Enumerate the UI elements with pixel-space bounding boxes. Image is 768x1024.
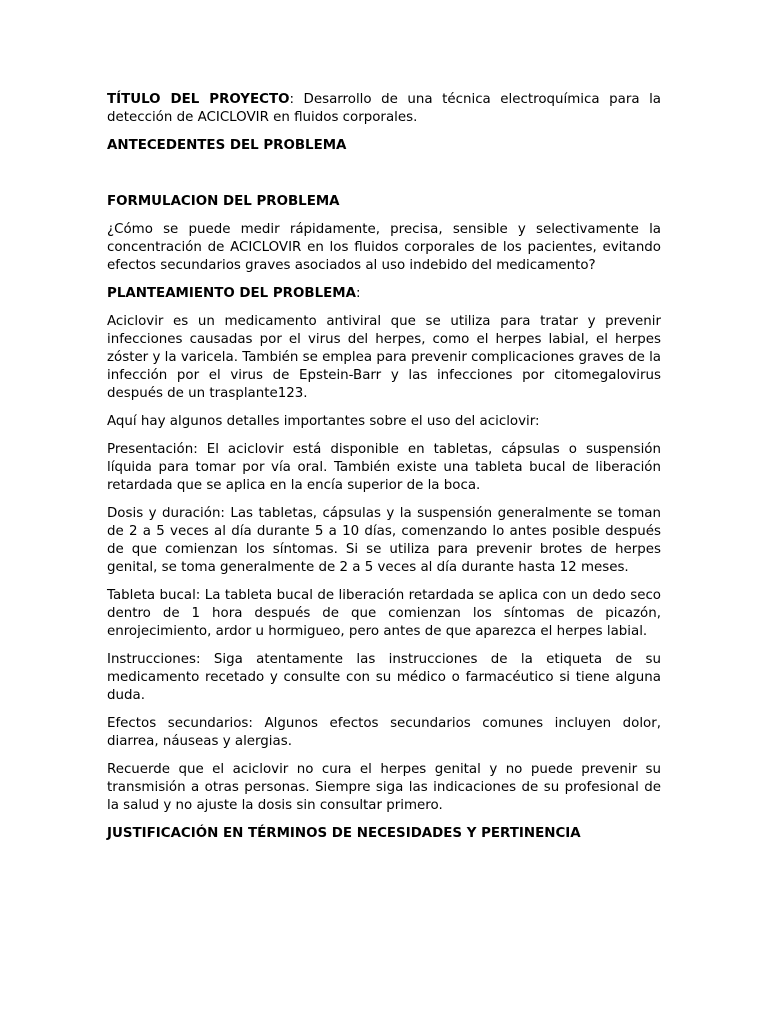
paragraph-details-intro: Aquí hay algunos detalles importantes sobre el uso del aciclovir:	[107, 414, 540, 429]
paragraph-presentacion: Presentación: El aciclovir está disponible en tabletas, cápsulas o suspensión líquida para tomar por vía oral. También existe una tableta bucal de liberación retardada que se aplica en la encía superior de la boca.	[107, 442, 661, 493]
planteamiento-heading: PLANTEAMIENTO DEL PROBLEMA	[107, 286, 356, 301]
project-title	[107, 91, 661, 127]
project-title-label: TÍTULO DEL PROYECTO	[107, 92, 290, 107]
planteamiento-heading-line	[107, 285, 661, 303]
document-page	[107, 91, 661, 853]
project-title-text: : Desarrollo de una técnica electroquímica para la detección de ACICLOVIR en fluidos corporales.	[107, 92, 661, 125]
paragraph-aciclovir-intro: Aciclovir es un medicamento antiviral que se utiliza para tratar y prevenir infecciones causadas por el virus del herpes, como el herpes labial, el herpes zóster y la varicela. También se emplea para prevenir complicaciones graves de la infección por el virus de Epstein-Barr y las infecciones por citomegalovirus después de un trasplante123.	[107, 314, 661, 401]
paragraph-dosis: Dosis y duración: Las tabletas, cápsulas y la suspensión generalmente se toman de 2 a 5 veces al día durante 5 a 10 días, comenzando lo antes posible después de que comienzan los síntomas. Si se utiliza para prevenir brotes de herpes genital, se toma generalmente de 2 a 5 veces al día durante hasta 12 meses.	[107, 506, 661, 575]
paragraph-instrucciones: Instrucciones: Siga atentamente las instrucciones de la etiqueta de su medicamento recetado y consulte con su médico o farmacéutico si tiene alguna duda.	[107, 652, 661, 703]
planteamiento-heading-colon: :	[355, 286, 361, 301]
formulacion-heading: FORMULACION DEL PROBLEMA	[107, 194, 340, 209]
empty-section-space	[107, 165, 661, 193]
paragraph-recuerde: Recuerde que el aciclovir no cura el herpes genital y no puede prevenir su transmisión a otras personas. Siempre siga las indicaciones de su profesional de la salud y no ajuste la dosis sin consultar primero.	[107, 762, 661, 813]
paragraph-efectos: Efectos secundarios: Algunos efectos secundarios comunes incluyen dolor, diarrea, náuseas y alergias.	[107, 716, 661, 749]
formulacion-question: ¿Cómo se puede medir rápidamente, precisa, sensible y selectivamente la concentración de ACICLOVIR en los fluidos corporales de los pacientes, evitando efectos secundarios graves asociados al uso indebido del medicamento?	[107, 222, 661, 273]
paragraph-tableta-bucal: Tableta bucal: La tableta bucal de liberación retardada se aplica con un dedo seco dentro de 1 hora después de que comienzan los síntomas de picazón, enrojecimiento, ardor u hormigueo, pero antes de que aparezca el herpes labial.	[107, 588, 661, 639]
antecedentes-heading: ANTECEDENTES DEL PROBLEMA	[107, 138, 347, 153]
justificacion-heading: JUSTIFICACIÓN EN TÉRMINOS DE NECESIDADES Y PERTINENCIA	[107, 826, 581, 841]
